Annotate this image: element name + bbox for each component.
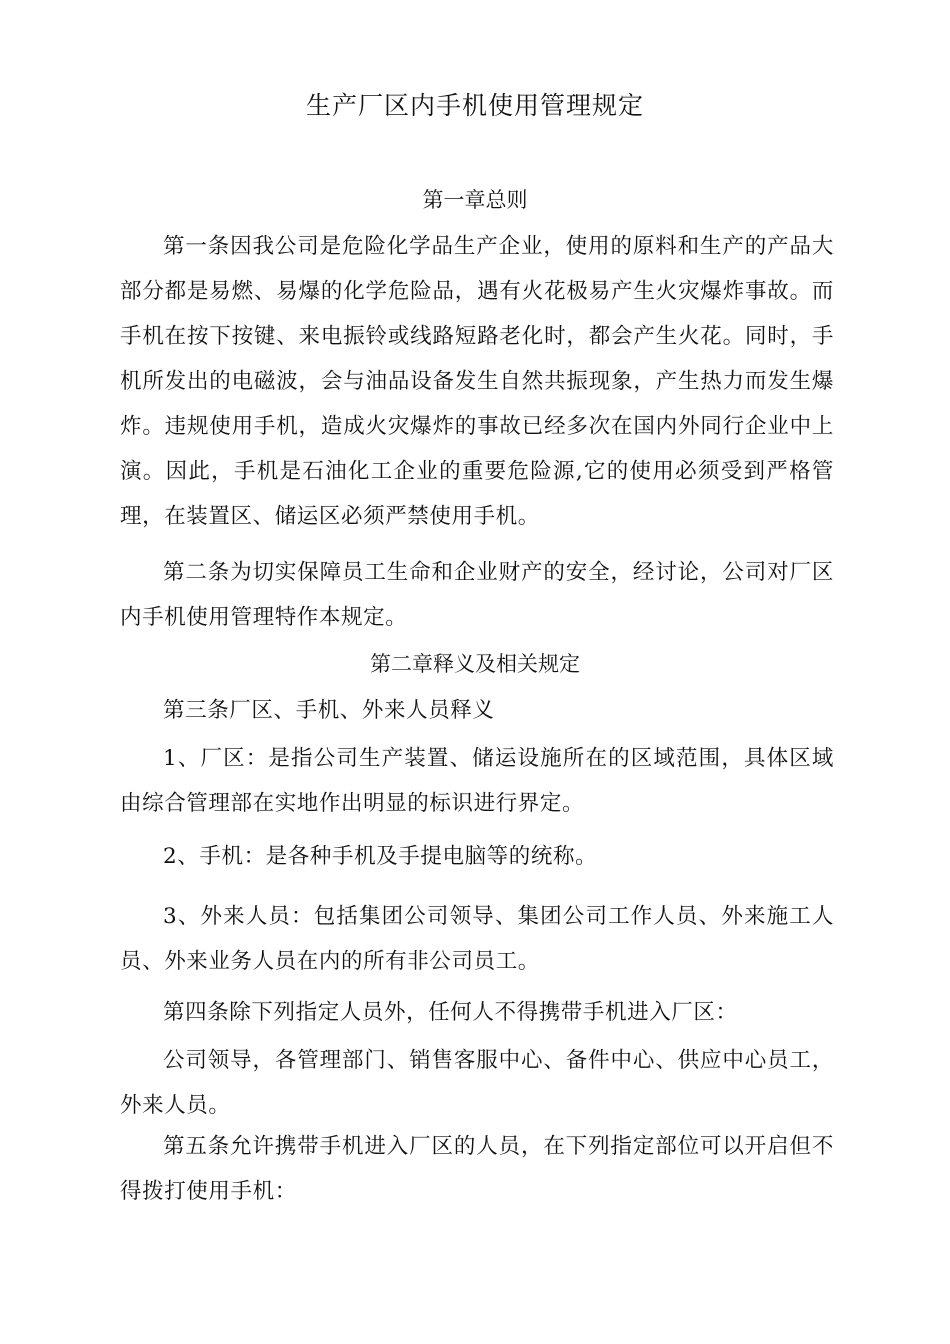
article-4-allowed-list: 公司领导，各管理部门、销售客服中心、备件中心、供应中心员工，外来人员。 [120,1048,834,1118]
article-3-paragraph: 第三条厂区、手机、外来人员释义 [163,698,495,723]
article-5-paragraph: 第五条允许携带手机进入厂区的人员，在下列指定部位可以开启但不得拨打使用手机： [120,1134,834,1204]
article-2-paragraph: 第二条为切实保障员工生命和企业财产的安全，经讨论，公司对厂区内手机使用管理特作本规定。 [120,560,834,630]
article-4-paragraph: 第四条除下列指定人员外，任何人不得携带手机进入厂区： [163,1000,738,1025]
definition-item-2: 2、手机：是各种手机及手提电脑等的统称。 [163,844,598,869]
chapter-2-heading: 第二章释义及相关规定 [370,652,580,676]
definition-item-1: 1、厂区：是指公司生产装置、储运设施所在的区域范围，具体区域由综合管理部在实地作出明显的标识进行界定。 [120,746,834,816]
article-1-paragraph: 第一条因我公司是危险化学品生产企业，使用的原料和生产的产品大部分都是易燃、易爆的化学危险品，遇有火花极易产生火灾爆炸事故。而手机在按下按键、来电振铃或线路短路老化时，都会产生火花。同时，手机所发出的电磁波，会与油品设备发生自然共振现象，产生热力而发生爆炸。违规使用手机，造成火灾爆炸的事故已经多次在国内外同行企业中上演。因此，手机是石油化工企业的重要危险源,它的使用必须受到严格管理，在装置区、储运区必须严禁使用手机。 [120,234,834,529]
document-title: 生产厂区内手机使用管理规定 [305,91,644,120]
definition-item-3: 3、外来人员：包括集团公司领导、集团公司工作人员、外来施工人员、外来业务人员在内的所有非公司员工。 [120,904,834,974]
chapter-1-heading: 第一章总则 [422,188,528,212]
